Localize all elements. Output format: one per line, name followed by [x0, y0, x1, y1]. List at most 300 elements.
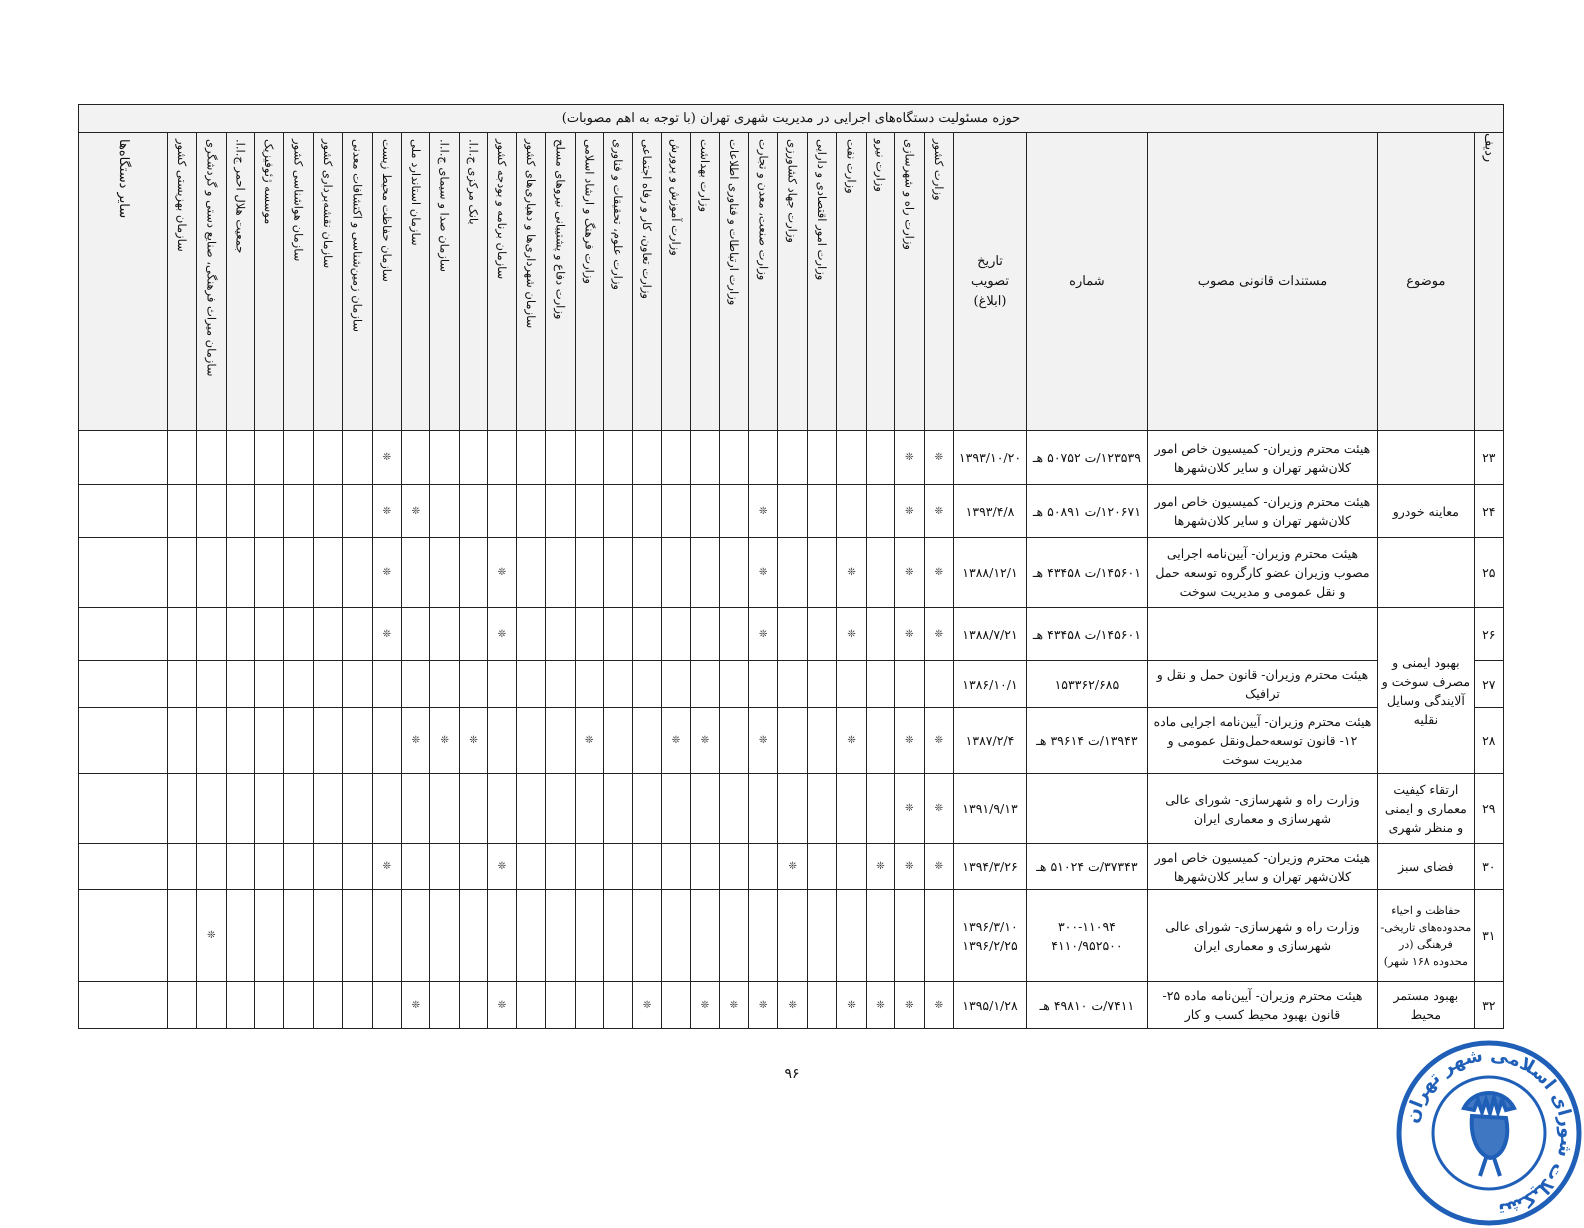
org-mark-cell: [459, 774, 487, 844]
subject-cell: فضای سبز: [1378, 844, 1474, 890]
org-mark-cell: ❊: [372, 485, 401, 538]
org-mark-cell: [661, 538, 690, 608]
org-mark-cell: [197, 485, 226, 538]
org-mark-cell: [749, 774, 778, 844]
org-mark-cell: [778, 431, 807, 485]
org-mark-cell: ❊: [372, 608, 401, 661]
org-mark-cell: [546, 661, 575, 708]
org-mark-cell: [603, 774, 632, 844]
org-mark-cell: [343, 431, 372, 485]
date-cell: ۱۳۸۸/۷/۲۱: [953, 608, 1026, 661]
subject-cell: ارتقاء کیفیت معماری و ایمنی و منظر شهری: [1378, 774, 1474, 844]
org-mark-cell: [343, 890, 372, 982]
table-row: [79, 982, 1504, 1029]
org-mark-cell: [866, 708, 894, 774]
org-mark-cell: [430, 485, 459, 538]
row-number-cell: ۲۴: [1474, 485, 1503, 538]
org-mark-cell: [546, 538, 575, 608]
header-org-12: وزارت فرهنگ و ارشاد اسلامی: [575, 133, 603, 431]
org-mark-cell: [430, 982, 459, 1029]
org-mark-cell: [402, 774, 430, 844]
org-mark-cell: ❊: [924, 608, 953, 661]
document-cell: وزارت راه و شهرسازی- شورای عالی شهرسازی و معماری ایران: [1147, 774, 1377, 844]
table-row: [79, 661, 1504, 708]
org-mark-cell: [633, 661, 661, 708]
org-mark-cell: [459, 485, 487, 538]
org-mark-cell: [254, 608, 283, 661]
date-cell: ۱۳۹۵/۱/۲۸: [953, 982, 1026, 1029]
org-mark-cell: [459, 608, 487, 661]
header-row-number: ردیف: [1474, 133, 1503, 431]
org-mark-cell: [402, 608, 430, 661]
org-mark-cell: ❊: [402, 485, 430, 538]
org-mark-cell: ❊: [661, 708, 690, 774]
org-mark-cell: [343, 538, 372, 608]
org-mark-cell: [603, 538, 632, 608]
org-mark-cell: [837, 844, 866, 890]
org-mark-cell: ❊: [924, 485, 953, 538]
org-mark-cell: [778, 485, 807, 538]
org-mark-cell: [837, 431, 866, 485]
date-cell: ۱۳۸۷/۲/۴: [953, 708, 1026, 774]
org-mark-cell: [313, 982, 342, 1029]
org-mark-cell: [343, 485, 372, 538]
org-mark-cell: [546, 844, 575, 890]
org-mark-cell: ❊: [778, 844, 807, 890]
org-mark-cell: [313, 844, 342, 890]
subject-cell: حفاظت و احیاء محدوده‌های تاریخی- فرهنگی (در محدوده ۱۶۸ شهر): [1378, 890, 1474, 982]
org-mark-cell: ❊: [197, 890, 226, 982]
org-mark-cell: [516, 608, 545, 661]
subject-cell: بهبود مستمر محیط: [1378, 982, 1474, 1029]
header-org-15: سازمان برنامه و بودجه کشور: [488, 133, 516, 431]
org-mark-cell: [866, 661, 894, 708]
org-mark-cell: ❊: [372, 844, 401, 890]
org-mark-cell: [313, 774, 342, 844]
table-row: [79, 485, 1504, 538]
org-mark-cell: [516, 890, 545, 982]
org-mark-cell: [575, 661, 603, 708]
other-orgs-cell: [79, 890, 168, 982]
org-mark-cell: [575, 890, 603, 982]
org-mark-cell: [516, 538, 545, 608]
org-mark-cell: [691, 538, 719, 608]
org-mark-cell: [661, 661, 690, 708]
org-mark-cell: [430, 844, 459, 890]
org-mark-cell: [546, 890, 575, 982]
org-mark-cell: [516, 661, 545, 708]
org-mark-cell: [807, 774, 836, 844]
org-mark-cell: [691, 608, 719, 661]
subject-cell: [1378, 538, 1474, 608]
org-mark-cell: [719, 485, 748, 538]
org-mark-cell: [546, 431, 575, 485]
org-mark-cell: ❊: [895, 982, 924, 1029]
org-mark-cell: ❊: [488, 982, 516, 1029]
org-mark-cell: [402, 661, 430, 708]
org-mark-cell: [197, 431, 226, 485]
org-mark-cell: [516, 774, 545, 844]
number-cell: ۱۲۳۵۳۹/ت ۵۰۷۵۲ هـ: [1027, 431, 1148, 485]
org-mark-cell: [488, 485, 516, 538]
org-mark-cell: ❊: [430, 708, 459, 774]
org-mark-cell: [575, 774, 603, 844]
org-mark-cell: ❊: [691, 708, 719, 774]
other-orgs-cell: [79, 485, 168, 538]
header-org-7: وزارت ارتباطات و فناوری اطلاعات: [719, 133, 748, 431]
org-mark-cell: [372, 774, 401, 844]
org-mark-cell: [402, 431, 430, 485]
header-org-1: وزارت راه و شهرسازی: [895, 133, 924, 431]
org-mark-cell: [284, 708, 313, 774]
org-mark-cell: [459, 538, 487, 608]
subject-cell: معاینه خودرو: [1378, 485, 1474, 538]
other-orgs-cell: [79, 661, 168, 708]
header-org-21: سازمان نقشه‌برداری کشور: [313, 133, 342, 431]
responsibility-table: [78, 104, 1504, 1029]
header-org-9: وزارت آموزش و پرورش: [661, 133, 690, 431]
org-mark-cell: [226, 844, 254, 890]
row-number-cell: ۳۲: [1474, 982, 1503, 1029]
header-org-6: وزارت صنعت، معدن و تجارت: [749, 133, 778, 431]
seal-text: تشکیلات شورای اسلامی شهر تهران: [1401, 1044, 1578, 1221]
org-mark-cell: [254, 890, 283, 982]
org-mark-cell: [313, 538, 342, 608]
date-cell: ۱۳۸۸/۱۲/۱: [953, 538, 1026, 608]
date-cell: ۱۳۸۶/۱۰/۱: [953, 661, 1026, 708]
other-orgs-cell: [79, 982, 168, 1029]
org-mark-cell: [778, 774, 807, 844]
org-mark-cell: [633, 431, 661, 485]
org-mark-cell: [633, 608, 661, 661]
org-mark-cell: [372, 708, 401, 774]
org-mark-cell: [226, 608, 254, 661]
org-mark-cell: ❊: [895, 538, 924, 608]
org-mark-cell: [719, 431, 748, 485]
org-mark-cell: [778, 708, 807, 774]
org-mark-cell: [167, 431, 196, 485]
table-row: [79, 431, 1504, 485]
org-mark-cell: [866, 431, 894, 485]
org-mark-cell: [313, 661, 342, 708]
org-mark-cell: [807, 431, 836, 485]
org-mark-cell: [372, 661, 401, 708]
org-mark-cell: [807, 708, 836, 774]
number-cell: ۳۷۳۴۳/ت ۵۱۰۲۴ هـ: [1027, 844, 1148, 890]
document-cell: هیئت محترم وزیران- کمیسیون خاص امور کلان‌شهر تهران و سایر کلان‌شهرها: [1147, 485, 1377, 538]
number-cell: ۱۲۰۶۷۱/ت ۵۰۸۹۱ هـ: [1027, 485, 1148, 538]
org-mark-cell: [719, 538, 748, 608]
org-mark-cell: [402, 844, 430, 890]
org-mark-cell: [284, 774, 313, 844]
org-mark-cell: [372, 982, 401, 1029]
header-date: تاریخ تصویب (ابلاغ): [953, 133, 1026, 431]
org-mark-cell: ❊: [402, 982, 430, 1029]
org-mark-cell: [661, 982, 690, 1029]
org-mark-cell: [284, 538, 313, 608]
org-mark-cell: ❊: [895, 844, 924, 890]
org-mark-cell: ❊: [488, 844, 516, 890]
org-mark-cell: [837, 485, 866, 538]
org-mark-cell: [197, 708, 226, 774]
number-cell: ۱۴۵۶۰۱/ت ۴۳۴۵۸ هـ: [1027, 538, 1148, 608]
org-mark-cell: [603, 608, 632, 661]
org-mark-cell: [749, 890, 778, 982]
org-mark-cell: [661, 608, 690, 661]
org-mark-cell: [807, 608, 836, 661]
table-row: [79, 774, 1504, 844]
table-title: حوزه مسئولیت دستگاه‌های اجرایی در مدیریت شهری تهران (با توجه به اهم مصوبات): [79, 105, 1504, 133]
org-mark-cell: [633, 538, 661, 608]
org-mark-cell: ❊: [372, 538, 401, 608]
row-number-cell: ۲۹: [1474, 774, 1503, 844]
org-mark-cell: [197, 982, 226, 1029]
org-mark-cell: [661, 485, 690, 538]
date-cell: ۱۳۹۶/۳/۱۰ ۱۳۹۶/۲/۲۵: [953, 890, 1026, 982]
org-mark-cell: [284, 431, 313, 485]
org-mark-cell: [459, 431, 487, 485]
org-mark-cell: [488, 774, 516, 844]
header-org-20: سازمان زمین‌شناسی و اکتشافات معدنی: [343, 133, 372, 431]
org-mark-cell: ❊: [633, 982, 661, 1029]
org-mark-cell: [343, 608, 372, 661]
header-org-17: سازمان صدا و سیمای ج.ا.ا.: [430, 133, 459, 431]
org-mark-cell: [372, 890, 401, 982]
org-mark-cell: [661, 844, 690, 890]
date-cell: ۱۳۹۴/۳/۲۶: [953, 844, 1026, 890]
org-mark-cell: [603, 485, 632, 538]
org-mark-cell: ❊: [402, 708, 430, 774]
header-org-25: سازمان میراث فرهنگی، صنایع دستی و گردشگری: [197, 133, 226, 431]
header-org-13: وزارت دفاع و پشتیبانی نیروهای مسلح: [546, 133, 575, 431]
org-mark-cell: [866, 538, 894, 608]
number-cell: ۱۵۳۳۶۲/۶۸۵: [1027, 661, 1148, 708]
org-mark-cell: [546, 708, 575, 774]
org-mark-cell: ❊: [924, 844, 953, 890]
org-mark-cell: [459, 890, 487, 982]
org-mark-cell: [546, 608, 575, 661]
org-mark-cell: [430, 890, 459, 982]
org-mark-cell: [254, 431, 283, 485]
org-mark-cell: ❊: [837, 708, 866, 774]
header-subject: موضوع: [1378, 133, 1474, 431]
org-mark-cell: [197, 538, 226, 608]
org-mark-cell: [430, 608, 459, 661]
header-org-18: سازمان استاندارد ملی: [402, 133, 430, 431]
number-cell: ۱۳۹۴۳/ت ۳۹۶۱۴ هـ: [1027, 708, 1148, 774]
org-mark-cell: [575, 982, 603, 1029]
org-mark-cell: [575, 538, 603, 608]
row-number-cell: ۲۳: [1474, 431, 1503, 485]
org-mark-cell: [226, 708, 254, 774]
org-mark-cell: ❊: [895, 708, 924, 774]
document-cell: وزارت راه و شهرسازی- شورای عالی شهرسازی و معماری ایران: [1147, 890, 1377, 982]
org-mark-cell: [167, 661, 196, 708]
org-mark-cell: [633, 844, 661, 890]
org-mark-cell: ❊: [837, 538, 866, 608]
org-mark-cell: [603, 708, 632, 774]
org-mark-cell: [343, 774, 372, 844]
org-mark-cell: [167, 538, 196, 608]
org-mark-cell: [226, 538, 254, 608]
seal-stamp-icon: [1394, 1038, 1584, 1228]
page-number: ۹۶: [784, 1066, 800, 1082]
org-mark-cell: [603, 661, 632, 708]
org-mark-cell: [516, 431, 545, 485]
org-mark-cell: [575, 844, 603, 890]
org-mark-cell: ❊: [866, 844, 894, 890]
org-mark-cell: [197, 661, 226, 708]
org-mark-cell: ❊: [488, 608, 516, 661]
header-other-orgs: سایر دستگاه‌ها: [79, 133, 168, 431]
org-mark-cell: [343, 844, 372, 890]
row-number-cell: ۲۵: [1474, 538, 1503, 608]
org-mark-cell: [430, 538, 459, 608]
org-mark-cell: [924, 890, 953, 982]
org-mark-cell: [226, 485, 254, 538]
org-mark-cell: ❊: [924, 982, 953, 1029]
org-mark-cell: [603, 890, 632, 982]
org-mark-cell: [691, 844, 719, 890]
other-orgs-cell: [79, 774, 168, 844]
org-mark-cell: ❊: [837, 982, 866, 1029]
org-mark-cell: ❊: [895, 485, 924, 538]
org-mark-cell: [691, 485, 719, 538]
date-cell: ۱۳۹۳/۱۰/۲۰: [953, 431, 1026, 485]
header-org-19: سازمان حفاظت محیط زیست: [372, 133, 401, 431]
number-cell: ۳۰۰-۱۱۰۹۴ ۴۱۱۰/۹۵۲۵۰۰: [1027, 890, 1148, 982]
org-mark-cell: [837, 661, 866, 708]
org-mark-cell: [167, 774, 196, 844]
org-mark-cell: [284, 982, 313, 1029]
org-mark-cell: ❊: [749, 485, 778, 538]
org-mark-cell: [254, 982, 283, 1029]
org-mark-cell: [719, 608, 748, 661]
org-mark-cell: [719, 844, 748, 890]
org-mark-cell: [488, 890, 516, 982]
header-org-3: وزارت نفت: [837, 133, 866, 431]
org-mark-cell: [807, 485, 836, 538]
org-mark-cell: ❊: [749, 708, 778, 774]
table-row: [79, 608, 1504, 661]
document-cell: هیئت محترم وزیران- قانون حمل و نقل و ترافیک: [1147, 661, 1377, 708]
header-org-11: وزارت علوم، تحقیقات و فناوری: [603, 133, 632, 431]
org-mark-cell: [633, 774, 661, 844]
table-row: [79, 844, 1504, 890]
org-mark-cell: [546, 485, 575, 538]
org-mark-cell: [603, 982, 632, 1029]
org-mark-cell: ❊: [924, 431, 953, 485]
org-mark-cell: ❊: [895, 431, 924, 485]
org-mark-cell: [661, 890, 690, 982]
header-document: مستندات قانونی مصوب: [1147, 133, 1377, 431]
org-mark-cell: ❊: [691, 982, 719, 1029]
org-mark-cell: [603, 431, 632, 485]
org-mark-cell: [837, 774, 866, 844]
org-mark-cell: ❊: [749, 982, 778, 1029]
org-mark-cell: [661, 431, 690, 485]
org-mark-cell: [430, 661, 459, 708]
org-mark-cell: ❊: [719, 982, 748, 1029]
org-mark-cell: [719, 774, 748, 844]
header-org-5: وزارت جهاد کشاورزی: [778, 133, 807, 431]
org-mark-cell: [866, 608, 894, 661]
org-mark-cell: ❊: [778, 982, 807, 1029]
org-mark-cell: [719, 708, 748, 774]
subject-cell: [1378, 431, 1474, 485]
date-cell: ۱۳۹۳/۴/۸: [953, 485, 1026, 538]
org-mark-cell: [691, 774, 719, 844]
org-mark-cell: [313, 431, 342, 485]
org-mark-cell: [488, 661, 516, 708]
document-cell: هیئت محترم وزیران- کمیسیون خاص امور کلان‌شهر تهران و سایر کلان‌شهرها: [1147, 431, 1377, 485]
org-mark-cell: [516, 982, 545, 1029]
org-mark-cell: [895, 890, 924, 982]
org-mark-cell: [254, 661, 283, 708]
org-mark-cell: [603, 844, 632, 890]
header-org-22: سازمان هواشناسی کشور: [284, 133, 313, 431]
org-mark-cell: [167, 844, 196, 890]
org-mark-cell: [516, 485, 545, 538]
other-orgs-cell: [79, 431, 168, 485]
org-mark-cell: [313, 485, 342, 538]
org-mark-cell: [197, 774, 226, 844]
org-mark-cell: [313, 708, 342, 774]
other-orgs-cell: [79, 844, 168, 890]
org-mark-cell: [633, 890, 661, 982]
org-mark-cell: [284, 485, 313, 538]
org-mark-cell: [749, 661, 778, 708]
org-mark-cell: [778, 538, 807, 608]
org-mark-cell: [546, 982, 575, 1029]
org-mark-cell: [807, 538, 836, 608]
org-mark-cell: [197, 844, 226, 890]
row-number-cell: ۲۷: [1474, 661, 1503, 708]
table-row: [79, 708, 1504, 774]
org-mark-cell: [895, 661, 924, 708]
org-mark-cell: [284, 661, 313, 708]
org-mark-cell: [254, 708, 283, 774]
header-org-10: وزارت تعاون، کار و رفاه اجتماعی: [633, 133, 661, 431]
org-mark-cell: [459, 844, 487, 890]
row-number-cell: ۳۰: [1474, 844, 1503, 890]
org-mark-cell: ❊: [749, 608, 778, 661]
org-mark-cell: ❊: [866, 982, 894, 1029]
header-org-0: وزارت کشور: [924, 133, 953, 431]
org-mark-cell: ❊: [459, 708, 487, 774]
org-mark-cell: ❊: [837, 608, 866, 661]
org-mark-cell: [691, 661, 719, 708]
org-mark-cell: [167, 982, 196, 1029]
org-mark-cell: [719, 890, 748, 982]
date-cell: ۱۳۹۱/۹/۱۳: [953, 774, 1026, 844]
row-number-cell: ۲۸: [1474, 708, 1503, 774]
org-mark-cell: [226, 982, 254, 1029]
org-mark-cell: [254, 485, 283, 538]
header-org-14: سازمان شهرداری‌ها و دهیاری‌های کشور: [516, 133, 545, 431]
org-mark-cell: [575, 608, 603, 661]
org-mark-cell: [284, 890, 313, 982]
org-mark-cell: ❊: [749, 538, 778, 608]
header-org-24: جمعیت هلال احمر ج.ا.ا.: [226, 133, 254, 431]
document-cell: هیئت محترم وزیران- کمیسیون خاص امور کلان‌شهر تهران و سایر کلان‌شهرها: [1147, 844, 1377, 890]
document-cell: هیئت محترم وزیران- آیین‌نامه ماده ۲۵- قانون بهبود محیط کسب و کار: [1147, 982, 1377, 1029]
org-mark-cell: [633, 708, 661, 774]
row-number-cell: ۲۶: [1474, 608, 1503, 661]
number-cell: ۱۴۵۶۰۱/ت ۴۳۴۵۸ هـ: [1027, 608, 1148, 661]
table-row: [79, 890, 1504, 982]
other-orgs-cell: [79, 538, 168, 608]
